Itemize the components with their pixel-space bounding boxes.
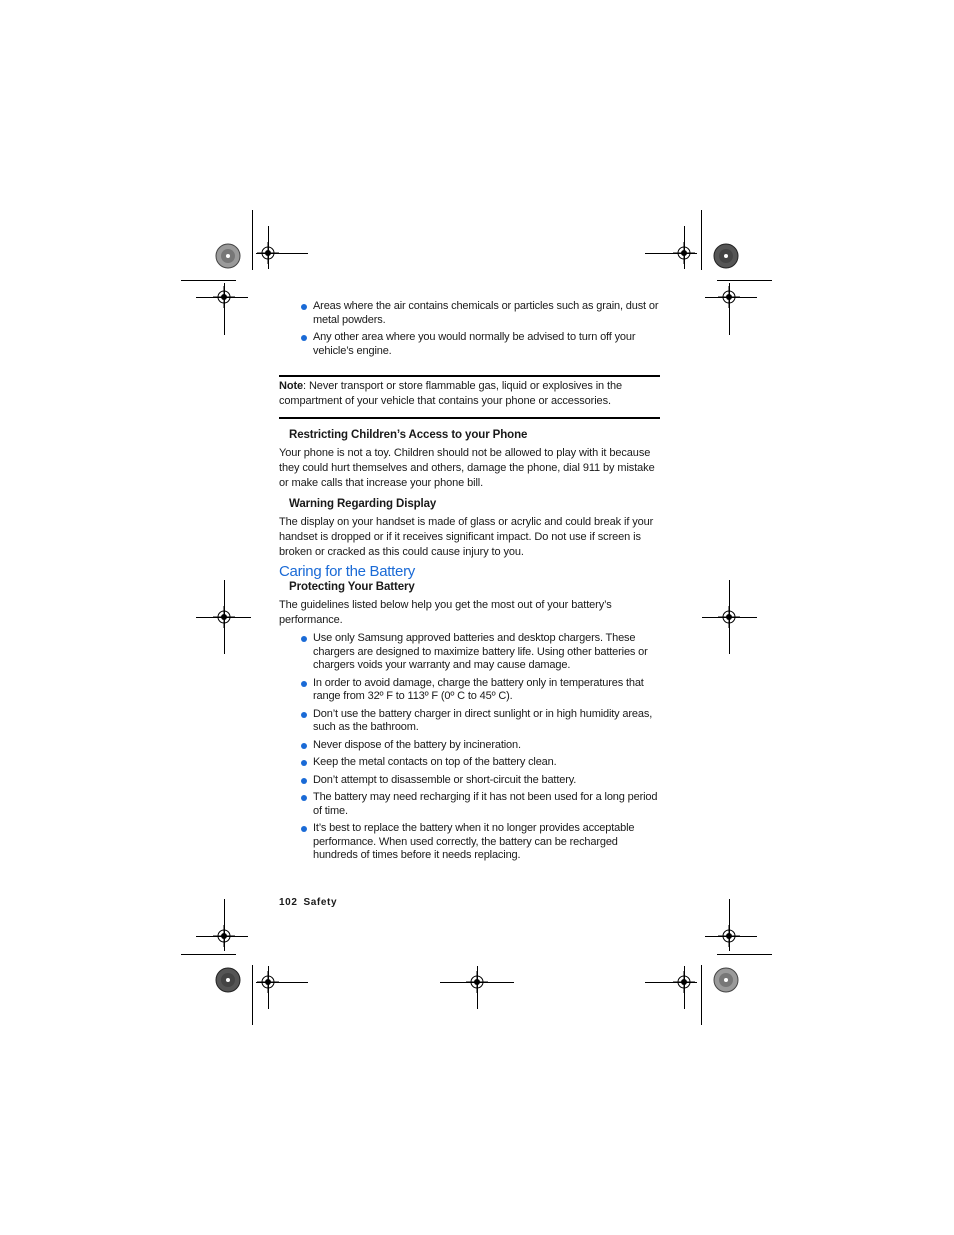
crop-mark	[252, 210, 253, 270]
bullet-icon	[301, 826, 307, 832]
footer-section-name: Safety	[303, 897, 338, 908]
section-heading: Protecting Your Battery	[289, 581, 415, 593]
list-item: Don’t attempt to disassemble or short-circuit the battery.	[279, 774, 660, 788]
bullet-icon	[301, 795, 307, 801]
bullet-icon	[301, 304, 307, 310]
page-content	[279, 300, 660, 863]
page-number: 102	[279, 897, 298, 908]
crop-mark	[181, 280, 236, 281]
registration-target-icon	[213, 606, 235, 628]
star-target-icon	[215, 967, 241, 993]
bullet-icon	[301, 760, 307, 766]
registration-target-icon	[213, 286, 235, 308]
crop-mark	[181, 954, 236, 955]
list-item: Areas where the air contains chemicals or particles such as grain, dust or metal powders.	[279, 300, 660, 327]
paragraph: The guidelines listed below help you get the most out of your battery’s performance.	[279, 599, 612, 626]
registration-target-icon	[257, 242, 279, 264]
list-item: In order to avoid damage, charge the battery only in temperatures that range from 32º F to 113º F (0º C to 45º C).	[279, 677, 660, 704]
bullet-icon	[301, 778, 307, 784]
registration-target-icon	[213, 925, 235, 947]
bullet-icon	[301, 636, 307, 642]
hazard-area-list	[279, 300, 660, 358]
star-target-icon	[215, 243, 241, 269]
section-title: Caring for the Battery	[279, 563, 415, 580]
crop-mark	[717, 954, 772, 955]
list-item: Keep the metal contacts on top of the battery clean.	[279, 756, 660, 770]
crop-mark	[717, 280, 772, 281]
star-target-icon	[713, 243, 739, 269]
list-item: Never dispose of the battery by incineration.	[279, 739, 660, 753]
bullet-icon	[301, 743, 307, 749]
registration-target-icon	[673, 971, 695, 993]
section-heading: Warning Regarding Display	[289, 498, 437, 510]
registration-target-icon	[466, 971, 488, 993]
note-label: Note	[279, 380, 304, 392]
list-item: The battery may need recharging if it has not been used for a long period of time.	[279, 791, 660, 818]
bullet-icon	[301, 681, 307, 687]
crop-mark	[701, 965, 702, 1025]
bullet-icon	[301, 335, 307, 341]
star-target-icon	[713, 967, 739, 993]
section-heading: Restricting Children’s Access to your Phone	[289, 429, 528, 441]
list-item: Use only Samsung approved batteries and desktop chargers. These chargers are designed to maximize battery life. Using other batteries or chargers voids your warranty and may cause damage.	[279, 632, 660, 673]
crop-mark	[701, 210, 702, 270]
note-box	[279, 375, 660, 419]
note-text: : Never transport or store flammable gas, liquid or explosives in the compartment of your vehicle that contains your phone or accessories.	[279, 380, 623, 407]
list-item: Don’t use the battery charger in direct sunlight or in high humidity areas, such as the bathroom.	[279, 708, 660, 735]
registration-target-icon	[673, 242, 695, 264]
battery-guidelines-list	[279, 632, 660, 863]
crop-mark	[252, 965, 253, 1025]
registration-target-icon	[718, 286, 740, 308]
paragraph: Your phone is not a toy. Children should not be allowed to play with it because they could hurt themselves and others, damage the phone, dial 911 by mistake or make calls that increase your phone bill.	[279, 447, 655, 489]
list-item: It’s best to replace the battery when it no longer provides acceptable performance. When used correctly, the battery can be recharged hundreds of times before it needs replacing.	[279, 822, 660, 863]
registration-target-icon	[718, 606, 740, 628]
page-footer	[279, 897, 343, 908]
bullet-icon	[301, 712, 307, 718]
list-item: Any other area where you would normally be advised to turn off your vehicle’s engine.	[279, 331, 660, 358]
paragraph: The display on your handset is made of glass or acrylic and could break if your handset is dropped or if it receives significant impact. Do not use if screen is broken or cracked as this could cause injury to you.	[279, 516, 654, 558]
registration-target-icon	[718, 925, 740, 947]
registration-target-icon	[257, 971, 279, 993]
